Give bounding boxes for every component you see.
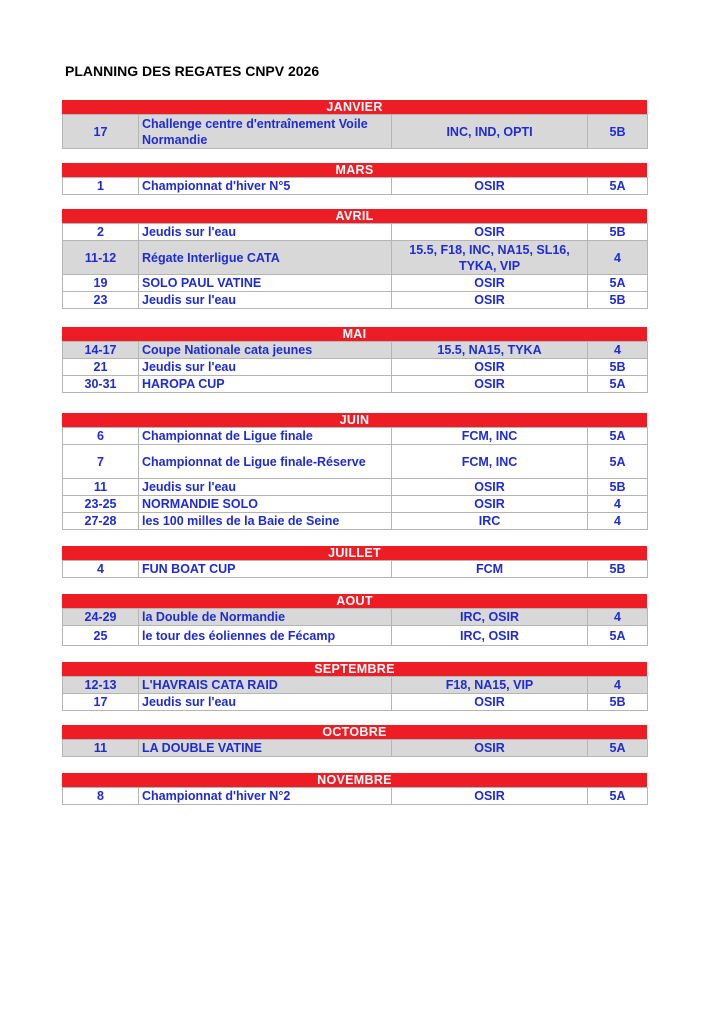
event-grade: 5A xyxy=(588,788,648,805)
event-classes: IRC, OSIR xyxy=(392,626,588,646)
event-date: 25 xyxy=(63,626,139,646)
event-name: Championnat d'hiver N°5 xyxy=(139,178,392,195)
table-row xyxy=(63,445,648,479)
event-date: 14-17 xyxy=(63,342,139,359)
month-table xyxy=(62,223,648,309)
event-grade: 5B xyxy=(588,694,648,711)
event-date: 27-28 xyxy=(63,513,139,530)
event-classes: FCM xyxy=(392,561,588,578)
month-header: SEPTEMBRE xyxy=(62,662,647,676)
month-header: JANVIER xyxy=(62,100,647,114)
event-name: SOLO PAUL VATINE xyxy=(139,275,392,292)
event-classes: OSIR xyxy=(392,496,588,513)
month-section-avril xyxy=(62,209,647,309)
event-date: 11-12 xyxy=(63,241,139,275)
event-grade: 4 xyxy=(588,241,648,275)
event-date: 4 xyxy=(63,561,139,578)
event-grade: 5A xyxy=(588,178,648,195)
event-date: 11 xyxy=(63,740,139,757)
event-classes: OSIR xyxy=(392,376,588,393)
event-grade: 4 xyxy=(588,342,648,359)
month-header: AOUT xyxy=(62,594,647,608)
month-table xyxy=(62,427,648,530)
event-classes: OSIR xyxy=(392,292,588,309)
event-classes: 15.5, F18, INC, NA15, SL16, TYKA, VIP xyxy=(392,241,588,275)
event-classes: OSIR xyxy=(392,178,588,195)
event-date: 23-25 xyxy=(63,496,139,513)
event-classes: IRC xyxy=(392,513,588,530)
event-classes: 15.5, NA15, TYKA xyxy=(392,342,588,359)
month-table xyxy=(62,676,648,711)
event-date: 23 xyxy=(63,292,139,309)
event-grade: 4 xyxy=(588,677,648,694)
month-section-janvier xyxy=(62,100,647,149)
event-name: NORMANDIE SOLO xyxy=(139,496,392,513)
event-grade: 4 xyxy=(588,496,648,513)
month-section-mars xyxy=(62,163,647,195)
month-section-novembre xyxy=(62,773,647,805)
event-grade: 5B xyxy=(588,224,648,241)
event-grade: 5B xyxy=(588,115,648,149)
table-row xyxy=(63,694,648,711)
table-row xyxy=(63,561,648,578)
event-name: Championnat de Ligue finale-Réserve xyxy=(139,445,392,479)
event-name: HAROPA CUP xyxy=(139,376,392,393)
event-date: 24-29 xyxy=(63,609,139,626)
month-header: JUIN xyxy=(62,413,647,427)
month-header: AVRIL xyxy=(62,209,647,223)
event-grade: 5A xyxy=(588,275,648,292)
event-date: 11 xyxy=(63,479,139,496)
table-row xyxy=(63,178,648,195)
event-classes: OSIR xyxy=(392,788,588,805)
event-grade: 4 xyxy=(588,609,648,626)
event-date: 30-31 xyxy=(63,376,139,393)
table-row xyxy=(63,292,648,309)
event-name: Jeudis sur l'eau xyxy=(139,292,392,309)
page-title: PLANNING DES REGATES CNPV 2026 xyxy=(65,63,320,79)
event-grade: 5A xyxy=(588,428,648,445)
event-date: 6 xyxy=(63,428,139,445)
event-grade: 5B xyxy=(588,292,648,309)
month-section-mai xyxy=(62,327,647,393)
event-name: Coupe Nationale cata jeunes xyxy=(139,342,392,359)
event-date: 12-13 xyxy=(63,677,139,694)
event-date: 2 xyxy=(63,224,139,241)
month-header: OCTOBRE xyxy=(62,725,647,739)
table-row xyxy=(63,342,648,359)
month-section-octobre xyxy=(62,725,647,757)
event-name: L'HAVRAIS CATA RAID xyxy=(139,677,392,694)
event-classes: F18, NA15, VIP xyxy=(392,677,588,694)
event-classes: OSIR xyxy=(392,694,588,711)
event-date: 8 xyxy=(63,788,139,805)
table-row xyxy=(63,479,648,496)
month-section-aout xyxy=(62,594,647,646)
month-header: MARS xyxy=(62,163,647,177)
event-classes: INC, IND, OPTI xyxy=(392,115,588,149)
event-classes: OSIR xyxy=(392,275,588,292)
table-row xyxy=(63,275,648,292)
event-grade: 5A xyxy=(588,626,648,646)
table-row xyxy=(63,224,648,241)
month-table xyxy=(62,608,648,646)
event-name: les 100 milles de la Baie de Seine xyxy=(139,513,392,530)
month-table xyxy=(62,560,648,578)
event-grade: 5A xyxy=(588,445,648,479)
event-name: Régate Interligue CATA xyxy=(139,241,392,275)
event-classes: OSIR xyxy=(392,224,588,241)
event-name: Championnat de Ligue finale xyxy=(139,428,392,445)
event-name: Jeudis sur l'eau xyxy=(139,694,392,711)
event-name: le tour des éoliennes de Fécamp xyxy=(139,626,392,646)
event-classes: OSIR xyxy=(392,479,588,496)
event-name: la Double de Normandie xyxy=(139,609,392,626)
month-header: MAI xyxy=(62,327,647,341)
month-table xyxy=(62,114,648,149)
event-name: FUN BOAT CUP xyxy=(139,561,392,578)
event-grade: 4 xyxy=(588,513,648,530)
event-classes: IRC, OSIR xyxy=(392,609,588,626)
event-grade: 5B xyxy=(588,359,648,376)
event-date: 17 xyxy=(63,694,139,711)
table-row xyxy=(63,626,648,646)
event-date: 1 xyxy=(63,178,139,195)
event-date: 19 xyxy=(63,275,139,292)
month-section-septembre xyxy=(62,662,647,711)
event-date: 7 xyxy=(63,445,139,479)
event-grade: 5A xyxy=(588,740,648,757)
table-row xyxy=(63,241,648,275)
table-row xyxy=(63,788,648,805)
table-row xyxy=(63,428,648,445)
month-table xyxy=(62,341,648,393)
table-row xyxy=(63,677,648,694)
regatta-schedule xyxy=(62,100,647,805)
event-name: Championnat d'hiver N°2 xyxy=(139,788,392,805)
month-section-juin xyxy=(62,413,647,530)
event-grade: 5B xyxy=(588,479,648,496)
month-section-juillet xyxy=(62,546,647,578)
event-grade: 5A xyxy=(588,376,648,393)
table-row xyxy=(63,496,648,513)
event-name: Jeudis sur l'eau xyxy=(139,479,392,496)
table-row xyxy=(63,359,648,376)
month-header: JUILLET xyxy=(62,546,647,560)
event-name: LA DOUBLE VATINE xyxy=(139,740,392,757)
table-row xyxy=(63,376,648,393)
event-grade: 5B xyxy=(588,561,648,578)
event-classes: OSIR xyxy=(392,359,588,376)
event-classes: FCM, INC xyxy=(392,428,588,445)
table-row xyxy=(63,513,648,530)
table-row xyxy=(63,740,648,757)
event-name: Challenge centre d'entraînement Voile Normandie xyxy=(139,115,392,149)
event-classes: OSIR xyxy=(392,740,588,757)
month-table xyxy=(62,787,648,805)
event-date: 17 xyxy=(63,115,139,149)
month-header: NOVEMBRE xyxy=(62,773,647,787)
event-classes: FCM, INC xyxy=(392,445,588,479)
month-table xyxy=(62,177,648,195)
table-row xyxy=(63,609,648,626)
event-date: 21 xyxy=(63,359,139,376)
event-name: Jeudis sur l'eau xyxy=(139,224,392,241)
event-name: Jeudis sur l'eau xyxy=(139,359,392,376)
month-table xyxy=(62,739,648,757)
table-row xyxy=(63,115,648,149)
